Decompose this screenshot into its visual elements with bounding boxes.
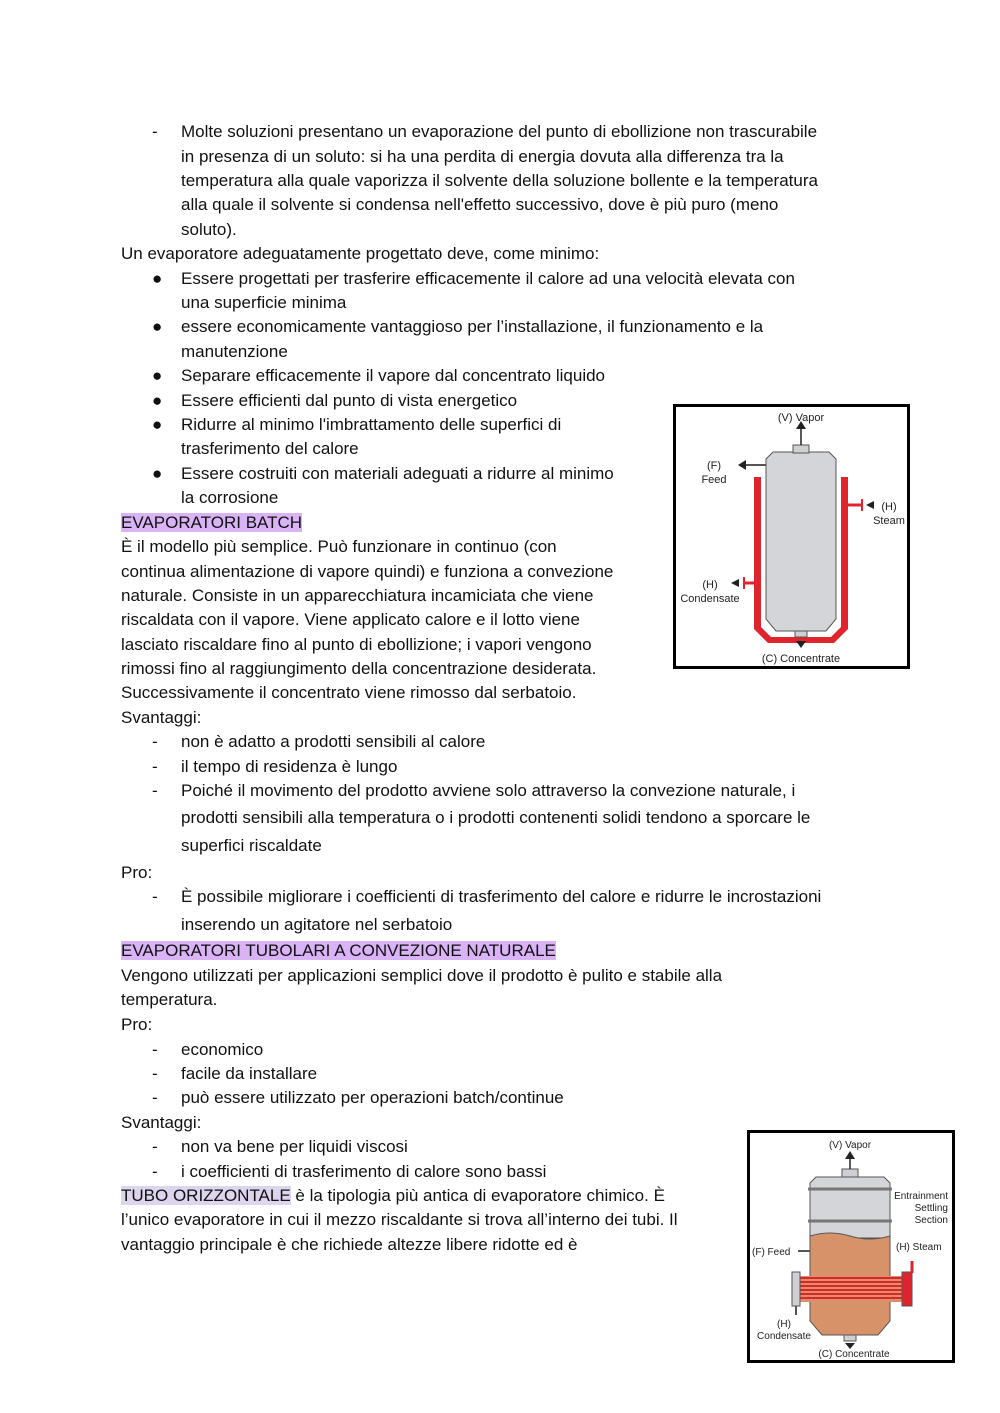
right-header [902, 1272, 912, 1306]
text-line: È il modello più semplice. Può funzionare in continuo (con [121, 537, 557, 556]
entrainment-label: Settling [914, 1203, 948, 1214]
bullet-marker: ● [152, 269, 163, 288]
list-item-cont: inserendo un agitatore nel serbatoio [181, 915, 453, 934]
list-item: Essere costruiti con materiali adeguati a ridurre al minimo [181, 464, 614, 483]
condensate-arrow-icon [731, 579, 739, 587]
text-fragment: è la tipologia più antica di evaporatore chimico. È [290, 1186, 665, 1205]
dash-marker: - [152, 1064, 158, 1083]
list-item: Ridurre al minimo l'imbrattamento delle superfici di [181, 415, 562, 434]
pros-label: Pro: [121, 1015, 153, 1034]
bullet-marker: ● [152, 464, 163, 483]
list-item: economico [181, 1040, 264, 1059]
requirements-lead: Un evaporatore adeguatamente progettato deve, come minimo: [121, 244, 600, 263]
horizontal-tube-diagram [750, 1133, 952, 1360]
vapor-label: (V) Vapor [777, 412, 825, 424]
list-item-cont: una superficie minima [181, 293, 347, 312]
vapor-label: (V) Vapor [828, 1140, 872, 1151]
condensate-label: (H) [777, 1319, 791, 1330]
list-item-cont: superfici riscaldate [181, 836, 322, 855]
dash-marker: - [152, 1137, 158, 1156]
concentrate-label: (C) Concentrate [761, 653, 841, 665]
text-line: temperatura. [121, 990, 218, 1009]
text-line: vantaggio principale è che richiede altezze libere ridotte ed è [121, 1235, 578, 1254]
condensate-label: Condensate [757, 1331, 811, 1342]
condensate-label: (H) [702, 579, 718, 591]
top-nozzle [842, 1169, 858, 1177]
list-item: essere economicamente vantaggioso per l’installazione, il funzionamento e la [181, 317, 764, 336]
text-line: continua alimentazione di vapore quindi) e funziona a convezione [121, 562, 614, 581]
list-item: può essere utilizzato per operazioni batch/continue [181, 1088, 564, 1107]
text-line: in presenza di un soluto: si ha una perdita di energia dovuta alla differenza tra la [181, 147, 784, 166]
entrainment-label: Entrainment [894, 1191, 948, 1202]
dash-marker: - [152, 887, 158, 906]
section-heading-tubular [121, 939, 556, 963]
text-line [121, 1184, 665, 1208]
bottom-nozzle [844, 1335, 856, 1341]
dash-marker: - [152, 732, 158, 751]
text-line: rimossi fino al raggiungimento della concentrazione desiderata. [121, 659, 597, 678]
batch-evaporator-diagram [676, 407, 907, 666]
cons-label: Svantaggi: [121, 708, 202, 727]
concentrate-label: (C) Concentrate [818, 1349, 890, 1360]
dash-marker: - [152, 122, 158, 141]
bullet-marker: ● [152, 391, 163, 410]
list-item-cont: manutenzione [181, 342, 288, 361]
pros-label: Pro: [121, 863, 153, 882]
vapor-arrow-icon [845, 1151, 855, 1159]
top-nozzle [793, 445, 809, 453]
text-line: alla quale il solvente si condensa nell'effetto successivo, dove è più puro (meno [181, 195, 779, 214]
text-line: l’unico evaporatore in cui il mezzo riscaldante si trova all’interno dei tubi. Il [121, 1210, 678, 1229]
text-line: soluto). [181, 220, 237, 239]
steam-label: Steam [873, 515, 905, 527]
tubo-highlight: TUBO ORIZZONTALE [121, 1186, 291, 1205]
list-item: non è adatto a prodotti sensibili al calore [181, 732, 486, 751]
dash-marker: - [152, 757, 158, 776]
feed-label: (F) [706, 460, 722, 472]
list-item-cont: la corrosione [181, 488, 279, 507]
dash-marker: - [152, 1040, 158, 1059]
vessel-upper [810, 1177, 890, 1238]
list-item-cont: prodotti sensibili alla temperatura o i prodotti contenenti solidi tendono a sporcare le [181, 808, 811, 827]
condensate-label: Condensate [680, 593, 740, 605]
list-item: il tempo di residenza è lungo [181, 757, 398, 776]
list-item: i coefficienti di trasferimento di calore sono bassi [181, 1162, 547, 1181]
steam-arrow-icon [866, 501, 874, 509]
list-item: È possibile migliorare i coefficienti di trasferimento del calore e ridurre le incrostazioni [181, 887, 822, 906]
list-item-cont: trasferimento del calore [181, 439, 359, 458]
heading-highlight: EVAPORATORI BATCH [121, 513, 303, 532]
list-item: Essere efficienti dal punto di vista energetico [181, 391, 518, 410]
section-heading-batch [121, 511, 302, 535]
list-item: Separare efficacemente il vapore dal concentrato liquido [181, 366, 606, 385]
bullet-marker: ● [152, 317, 163, 336]
batch-evaporator-figure [673, 404, 910, 669]
feed-label: (F) Feed [752, 1247, 791, 1258]
list-item: Essere progettati per trasferire efficacemente il calore ad una velocità elevata con [181, 269, 795, 288]
text-line: naturale. Consiste in un apparecchiatura incamiciata che viene [121, 586, 594, 605]
bottom-nozzle [795, 631, 807, 637]
feed-arrow-icon [738, 460, 746, 470]
list-item: facile da installare [181, 1064, 318, 1083]
steam-label: (H) [881, 501, 897, 513]
dash-marker: - [152, 1088, 158, 1107]
text-line: lasciato riscaldare fino al punto di ebollizione; i vapori vengono [121, 635, 592, 654]
bullet-marker: ● [152, 415, 163, 434]
feed-label: Feed [701, 474, 727, 486]
text-line: Successivamente il concentrato viene rimosso dal serbatoio. [121, 683, 577, 702]
list-item: non va bene per liquidi viscosi [181, 1137, 408, 1156]
text-line: Molte soluzioni presentano un evaporazione del punto di ebollizione non trascurabile [181, 122, 818, 141]
heading-highlight: EVAPORATORI TUBOLARI A CONVEZIONE NATURALE [121, 941, 556, 960]
bullet-marker: ● [152, 366, 163, 385]
dash-marker: - [152, 1162, 158, 1181]
dash-marker: - [152, 781, 158, 800]
vessel-body [766, 452, 836, 631]
text-line: Vengono utilizzati per applicazioni semplici dove il prodotto è pulito e stabile alla [121, 966, 723, 985]
list-item: Poiché il movimento del prodotto avviene solo attraverso la convezione naturale, i [181, 781, 796, 800]
steam-label: (H) Steam [896, 1242, 942, 1253]
concentrate-arrow-icon [796, 641, 806, 648]
text-line: temperatura alla quale vaporizza il solvente della soluzione bollente e la temperatura [181, 171, 818, 190]
left-header [792, 1272, 800, 1306]
entrainment-label: Section [914, 1215, 948, 1226]
cons-label: Svantaggi: [121, 1113, 202, 1132]
horizontal-tube-evaporator-figure [747, 1130, 955, 1363]
text-line: riscaldata con il vapore. Viene applicato calore e il lotto viene [121, 610, 580, 629]
